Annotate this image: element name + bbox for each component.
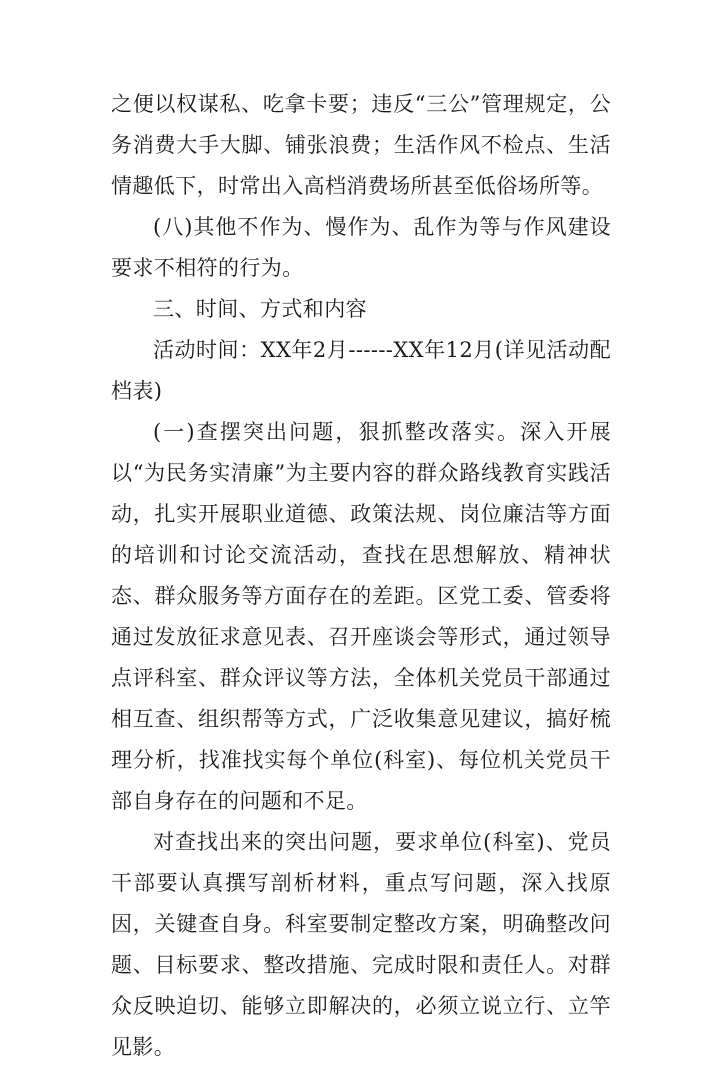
paragraph-activity-time: 活动时间：XX年2月------XX年12月(详见活动配档表) bbox=[111, 338, 611, 403]
section-heading-time-method-content: 三、时间、方式和内容 bbox=[153, 297, 367, 321]
paragraph-item-eight: (八)其他不作为、慢作为、乱作为等与作风建设要求不相符的行为。 bbox=[111, 215, 611, 280]
paragraph-item-one: (一)查摆突出问题，狠抓整改落实。深入开展以“为民务实清廉”为主要内容的群众路线教育实践活动，扎实开展职业道德、政策法规、岗位廉洁等方面的培训和讨论交流活动，查找在思想解放、精神状态、群众服务等方面存在的差距。区党工委、管委将通过发放征求意见表、召开座谈会等形式，通过领导点评科室、群众评议等方法，全体机关党员干部通过相互查、组织帮等方式，广泛收集意见建议，搞好梳理分析，找准找实每个单位(科室)、每位机关党员干部自身存在的问题和不足。 bbox=[111, 420, 611, 813]
document-body bbox=[111, 84, 611, 1068]
paragraph-continuation: 之便以权谋私、吃拿卡要；违反“三公”管理规定，公务消费大手大脚、铺张浪费；生活作风不检点、生活情趣低下，时常出入高档消费场所甚至低俗场所等。 bbox=[111, 92, 611, 198]
paragraph-rectification: 对查找出来的突出问题，要求单位(科室)、党员干部要认真撰写剖析材料，重点写问题，深入找原因，关键查自身。科室要制定整改方案，明确整改问题、目标要求、整改措施、完成时限和责任人。对群众反映迫切、能够立即解决的，必须立说立行、立竿见影。 bbox=[111, 830, 611, 1059]
